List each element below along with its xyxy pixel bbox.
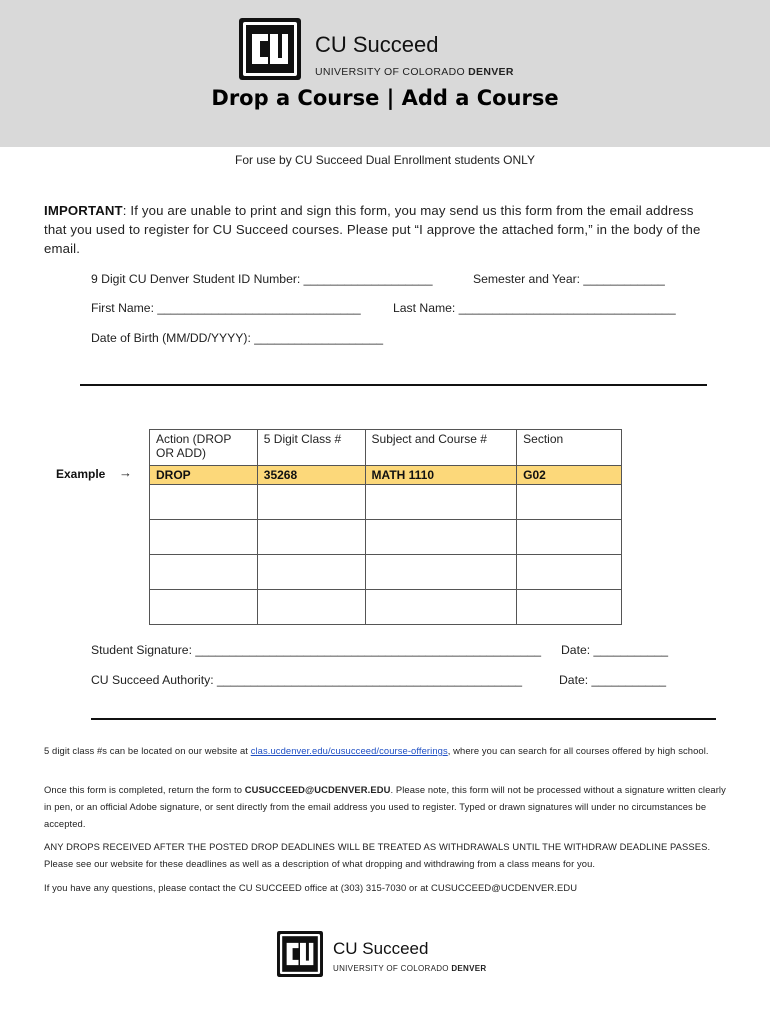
table-cell[interactable]: [517, 520, 622, 555]
dob-field[interactable]: Date of Birth (MM/DD/YYYY): ___________________: [91, 331, 383, 345]
example-class-number: 35268: [257, 466, 365, 485]
header-action: Action (DROP OR ADD): [150, 430, 258, 466]
table-cell[interactable]: [150, 590, 258, 625]
example-label: Example: [56, 467, 106, 481]
table-row: [150, 485, 622, 520]
table-cell[interactable]: [257, 520, 365, 555]
table-cell[interactable]: [257, 485, 365, 520]
table-cell[interactable]: [257, 555, 365, 590]
header-brand-name: CU Succeed: [315, 32, 439, 57]
table-cell[interactable]: [150, 520, 258, 555]
table-row: [150, 520, 622, 555]
note-2-prefix: Once this form is completed, return the form to: [44, 784, 245, 795]
header-brand-sub-bold: DENVER: [468, 66, 514, 78]
first-name-field[interactable]: First Name: ______________________________: [91, 301, 361, 315]
student-signature-field[interactable]: Student Signature: ___________________________________________________: [91, 643, 542, 657]
table-cell[interactable]: [365, 520, 517, 555]
subtitle: For use by CU Succeed Dual Enrollment students ONLY: [235, 153, 535, 167]
example-action: DROP: [150, 466, 258, 485]
header-section: Section: [517, 430, 622, 466]
footer-brand-sub-prefix: UNIVERSITY OF COLORADO: [333, 964, 449, 973]
cu-logo-icon: [239, 18, 301, 80]
important-text: : If you are unable to print and sign this form, you may send us this form from the email address that you used to register for CU Succeed courses. Please put “I approve the attached form,” in the body of the email.: [44, 203, 701, 256]
note-return-form: [44, 781, 734, 832]
header-subject-course: Subject and Course #: [365, 430, 517, 466]
table-header-row: [150, 430, 622, 466]
course-table: [149, 429, 622, 625]
form-title: Drop a Course | Add a Course: [211, 86, 559, 110]
authority-signature-field[interactable]: CU Succeed Authority: _____________________________________________: [91, 673, 523, 687]
note-2-suffix: . Please note, this form will not be processed without a signature written clearly in pen, or an official Adobe signature, or sent directly from the email address you used to register. Typed or drawn signatures will under no circumstances be accepted.: [44, 784, 726, 829]
note-1-suffix: , where you can search for all courses offered by high school.: [447, 745, 709, 756]
cu-logo-footer-icon: [277, 931, 323, 977]
divider-top: [80, 384, 707, 386]
table-cell[interactable]: [150, 555, 258, 590]
note-class-numbers: [44, 742, 734, 759]
authority-date-field[interactable]: Date: ___________: [559, 673, 667, 687]
header-class-number: 5 Digit Class #: [257, 430, 365, 466]
header-brand-sub: [315, 66, 514, 78]
table-cell[interactable]: [365, 485, 517, 520]
footer-brand-sub: [333, 964, 486, 973]
note-contact: If you have any questions, please contact the CU SUCCEED office at (303) 315-7030 or at CUSUCCEED@UCDENVER.EDU: [44, 882, 578, 893]
note-1-prefix: 5 digit class #s can be located on our website at: [44, 745, 251, 756]
table-row-example: [150, 466, 622, 485]
student-id-field[interactable]: 9 Digit CU Denver Student ID Number: ___________________: [91, 272, 433, 286]
table-row: [150, 555, 622, 590]
table-cell[interactable]: [517, 485, 622, 520]
divider-bottom: [91, 718, 716, 720]
footer-brand-name: CU Succeed: [333, 939, 429, 958]
last-name-field[interactable]: Last Name: ________________________________: [393, 301, 676, 315]
table-cell[interactable]: [150, 485, 258, 520]
table-row: [150, 590, 622, 625]
arrow-right-icon: →: [119, 465, 132, 480]
footer-brand-sub-bold: DENVER: [451, 964, 487, 973]
header-brand-sub-prefix: UNIVERSITY OF COLORADO: [315, 66, 465, 78]
table-cell[interactable]: [517, 555, 622, 590]
important-lead: IMPORTANT: [44, 203, 123, 218]
note-deadlines: ANY DROPS RECEIVED AFTER THE POSTED DROP DEADLINES WILL BE TREATED AS WITHDRAWALS UNTIL THE WITHDRAW DEADLINE PASSES. Please see our website for these deadlines as well as a description of what dropping and withdrawing from a class means for you.: [44, 841, 711, 869]
note-2-email: CUSUCCEED@UCDENVER.EDU: [244, 784, 391, 795]
example-subject-course: MATH 1110: [365, 466, 517, 485]
table-cell[interactable]: [365, 555, 517, 590]
important-notice: [44, 201, 709, 258]
table-cell[interactable]: [517, 590, 622, 625]
student-date-field[interactable]: Date: ___________: [561, 643, 669, 657]
course-offerings-link[interactable]: clas.ucdenver.edu/cusucceed/course-offerings: [250, 745, 448, 756]
semester-field[interactable]: Semester and Year: ____________: [473, 272, 665, 286]
example-section: G02: [517, 466, 622, 485]
table-cell[interactable]: [257, 590, 365, 625]
table-cell[interactable]: [365, 590, 517, 625]
